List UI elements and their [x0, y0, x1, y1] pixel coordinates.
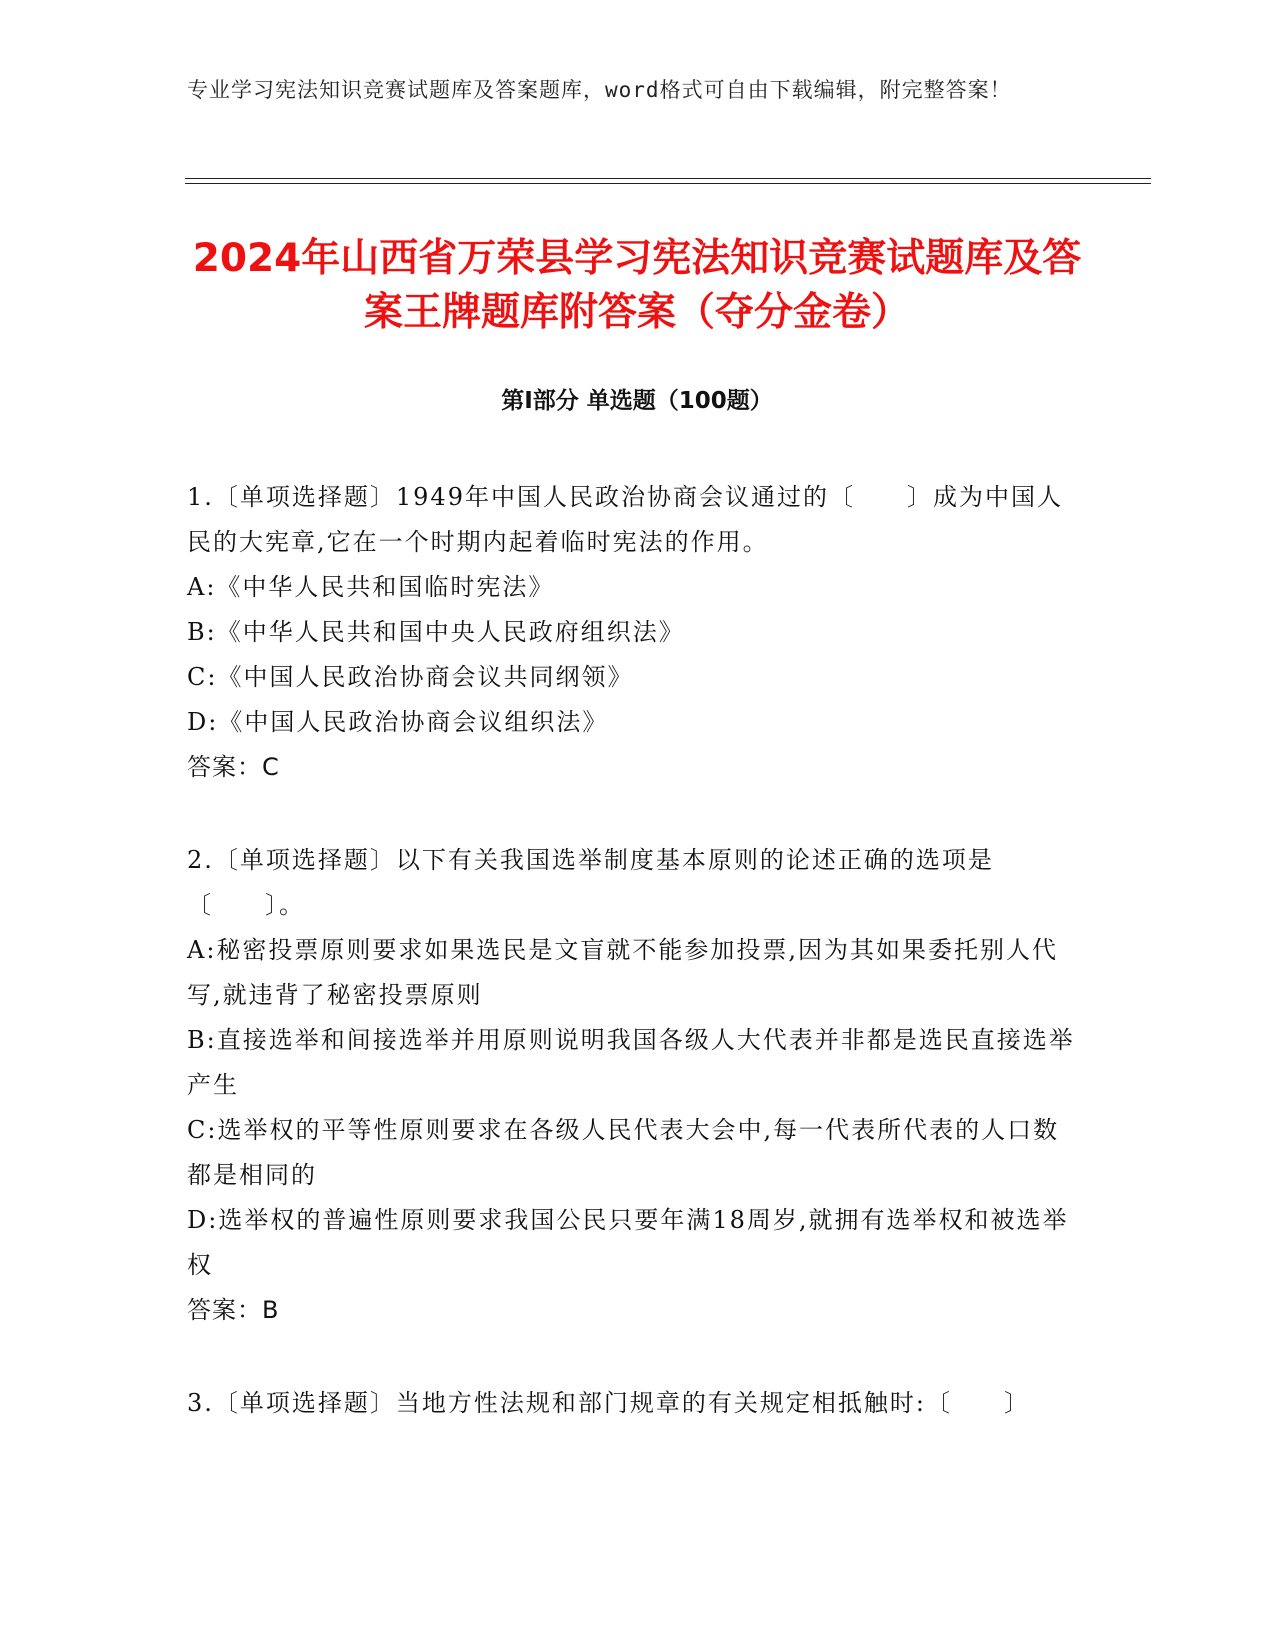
question-2 [187, 838, 1075, 1333]
question-3 [187, 1381, 1075, 1426]
option-a: A:《中华人民共和国临时宪法》 [187, 573, 555, 601]
header-note: 专业学习宪法知识竞赛试题库及答案题库，word格式可自由下载编辑，附完整答案！ [187, 78, 1012, 102]
question-list [187, 475, 1075, 1474]
option-c: C:《中国人民政治协商会议共同纲领》 [187, 663, 634, 691]
question-stem: 2.〔单项选择题〕以下有关我国选举制度基本原则的论述正确的选项是〔 〕。 [187, 846, 994, 919]
answer-line: 答案：B [187, 1296, 280, 1324]
option-d: D:选举权的普遍性原则要求我国公民只要年满18周岁,就拥有选举权和被选举权 [187, 1206, 1069, 1279]
option-d: D:《中国人民政治协商会议组织法》 [187, 708, 609, 736]
question-stem: 1.〔单项选择题〕1949年中国人民政治协商会议通过的〔 〕成为中国人民的大宪章,它在一个时期内起着临时宪法的作用。 [187, 483, 1063, 556]
document-title: 2024年山西省万荣县学习宪法知识竞赛试题库及答案王牌题库附答案（夺分金卷） [192, 236, 1082, 335]
option-a: A:秘密投票原则要求如果选民是文盲就不能参加投票,因为其如果委托别人代写,就违背了秘密投票原则 [187, 936, 1059, 1009]
section-heading: 第Ⅰ部分 单选题（100题） [501, 388, 773, 414]
question-1 [187, 475, 1075, 790]
option-b: B:直接选举和间接选举并用原则说明我国各级人大代表并非都是选民直接选举产生 [187, 1026, 1075, 1099]
question-stem: 3.〔单项选择题〕当地方性法规和部门规章的有关规定相抵触时:〔 〕 [187, 1389, 1030, 1417]
header-divider-bottom [185, 183, 1151, 184]
option-b: B:《中华人民共和国中央人民政府组织法》 [187, 618, 685, 646]
option-c: C:选举权的平等性原则要求在各级人民代表大会中,每一代表所代表的人口数都是相同的 [187, 1116, 1060, 1189]
answer-line: 答案：C [187, 753, 280, 781]
header-divider-top [185, 178, 1151, 179]
